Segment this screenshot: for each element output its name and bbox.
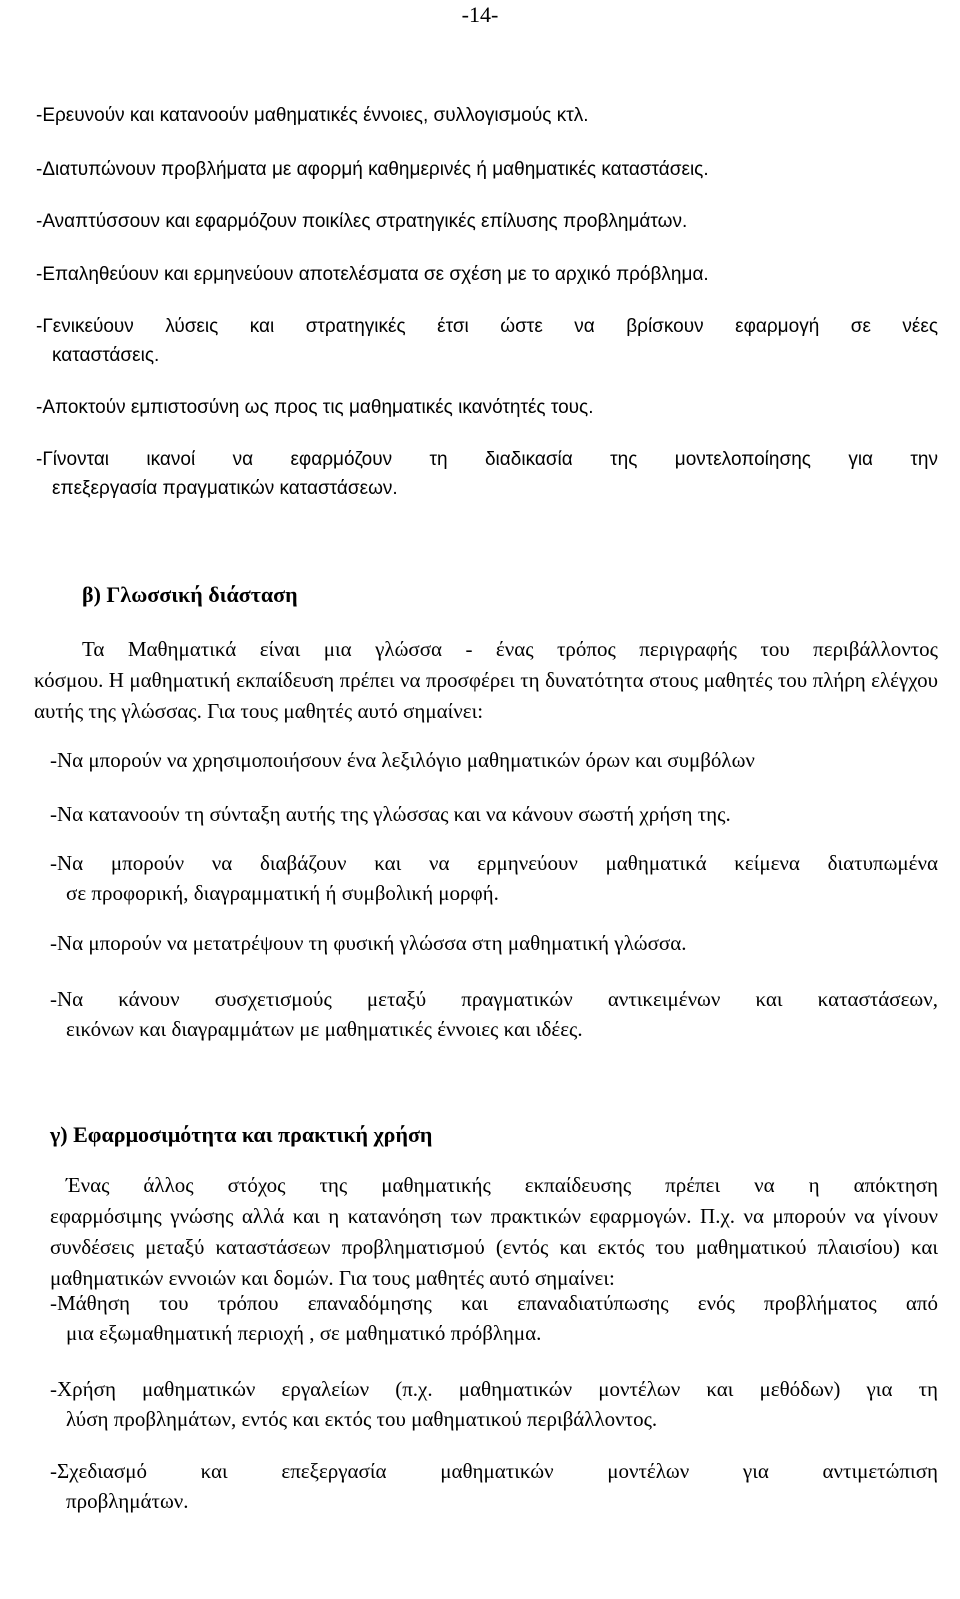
list-item [50, 745, 938, 775]
section-heading: γ) Εφαρμοσιμότητα και πρακτική χρήση [50, 1122, 433, 1147]
paragraph-body: κόσμου. Η μαθηματική εκπαίδευση πρέπει να προσφέρει τη δυνατότητα στους μαθητές του πλήρη ελέγχου αυτής της γλώσσας. Για τους μαθητές αυτό σημαίνει: [34, 668, 938, 723]
list-item [50, 1374, 938, 1434]
list-item-text: -Επαληθεύουν και ερμηνεύουν αποτελέσματα σε σχέση με το αρχικό πρόβλημα. [36, 264, 709, 285]
list-item-text: -Να μπορούν να διαβάζουν και να ερμηνεύουν μαθηματικά κείμενα διατυπωμένα [50, 851, 938, 875]
list-item-text: -Γίνονται ικανοί να εφαρμόζουν τη διαδικασία της μοντελοποίησης για την [36, 449, 938, 470]
list-item [36, 445, 938, 503]
list-item [36, 393, 938, 422]
list-item-text: -Ερευνούν και κατανοούν μαθηματικές έννοιες, συλλογισμούς κτλ. [36, 105, 589, 126]
list-item [50, 1456, 938, 1516]
list-item-text: -Να μπορούν να χρησιμοποιήσουν ένα λεξιλόγιο μαθηματικών όρων και συμβόλων [50, 748, 755, 772]
list-item-text: -Να κάνουν συσχετισμούς μεταξύ πραγματικών αντικειμένων και καταστάσεων, [50, 987, 938, 1011]
paragraph-first-line: Τα Μαθηματικά είναι μια γλώσσα - ένας τρόπος περιγραφής του περιβάλλοντος [82, 637, 938, 661]
list-item-text: -Αναπτύσσουν και εφαρμόζουν ποικίλες στρατηγικές επίλυσης προβλημάτων. [36, 211, 688, 232]
list-item-text: -Να κατανοούν τη σύνταξη αυτής της γλώσσας και να κάνουν σωστή χρήση της. [50, 802, 731, 826]
paragraph-body: εφαρμόσιμης γνώσης αλλά και η κατανόηση των πρακτικών εφαρμογών. Π.χ. να μπορούν να γίνουν συνδέσεις μεταξύ καταστάσεων προβληματισμού (εντός και εκτός του μαθηματικού πλαισίου) και μαθηματικών εννοιών και δομών. Για τους μαθητές αυτό σημαίνει: [50, 1204, 938, 1290]
list-item-continuation: λύση προβλημάτων, εντός και εκτός του μαθηματικού περιβάλλοντος. [66, 1407, 658, 1431]
list-item [50, 848, 938, 908]
section-paragraph [34, 634, 938, 727]
paragraph-first-line: Ένας άλλος στόχος της μαθηματικής εκπαίδευσης πρέπει να η απόκτηση [66, 1173, 938, 1197]
list-item-text: -Να μπορούν να μετατρέψουν τη φυσική γλώσσα στη μαθηματική γλώσσα. [50, 931, 687, 955]
list-item-continuation: επεξεργασία πραγματικών καταστάσεων. [52, 478, 398, 499]
list-item-text: -Διατυπώνουν προβλήματα με αφορμή καθημερινές ή μαθηματικές καταστάσεις. [36, 159, 709, 180]
list-item-continuation: μια εξωμαθηματική περιοχή , σε μαθηματικό πρόβλημα. [66, 1321, 542, 1345]
list-item [36, 207, 938, 236]
list-item-continuation: καταστάσεις. [52, 345, 160, 366]
list-item-continuation: προβλημάτων. [66, 1489, 189, 1513]
list-item-text: -Αποκτούν εμπιστοσύνη ως προς τις μαθηματικές ικανότητές τους. [36, 397, 594, 418]
list-item-continuation: εικόνων και διαγραμμάτων με μαθηματικές έννοιες και ιδέες. [66, 1017, 583, 1041]
section-paragraph [50, 1170, 938, 1294]
list-item [50, 799, 938, 829]
list-item [36, 312, 938, 370]
page-number: -14- [461, 2, 499, 27]
list-item-text: -Χρήση μαθηματικών εργαλείων (π.χ. μαθηματικών μοντέλων και μεθόδων) για τη [50, 1377, 938, 1401]
list-item-text: -Σχεδιασμό και επεξεργασία μαθηματικών μοντέλων για αντιμετώπιση [50, 1459, 938, 1483]
list-item [36, 260, 938, 289]
section-heading: β) Γλωσσική διάσταση [82, 582, 298, 607]
list-item [36, 155, 938, 184]
list-item-text: -Μάθηση του τρόπου επαναδόμησης και επαναδιατύπωσης ενός προβλήματος από [50, 1291, 938, 1315]
list-item [50, 928, 938, 958]
list-item [50, 984, 938, 1044]
list-item-continuation: σε προφορική, διαγραμματική ή συμβολική μορφή. [66, 881, 499, 905]
list-item-text: -Γενικεύουν λύσεις και στρατηγικές έτσι ώστε να βρίσκουν εφαρμογή σε νέες [36, 316, 938, 337]
list-item [36, 101, 938, 130]
list-item [50, 1288, 938, 1348]
